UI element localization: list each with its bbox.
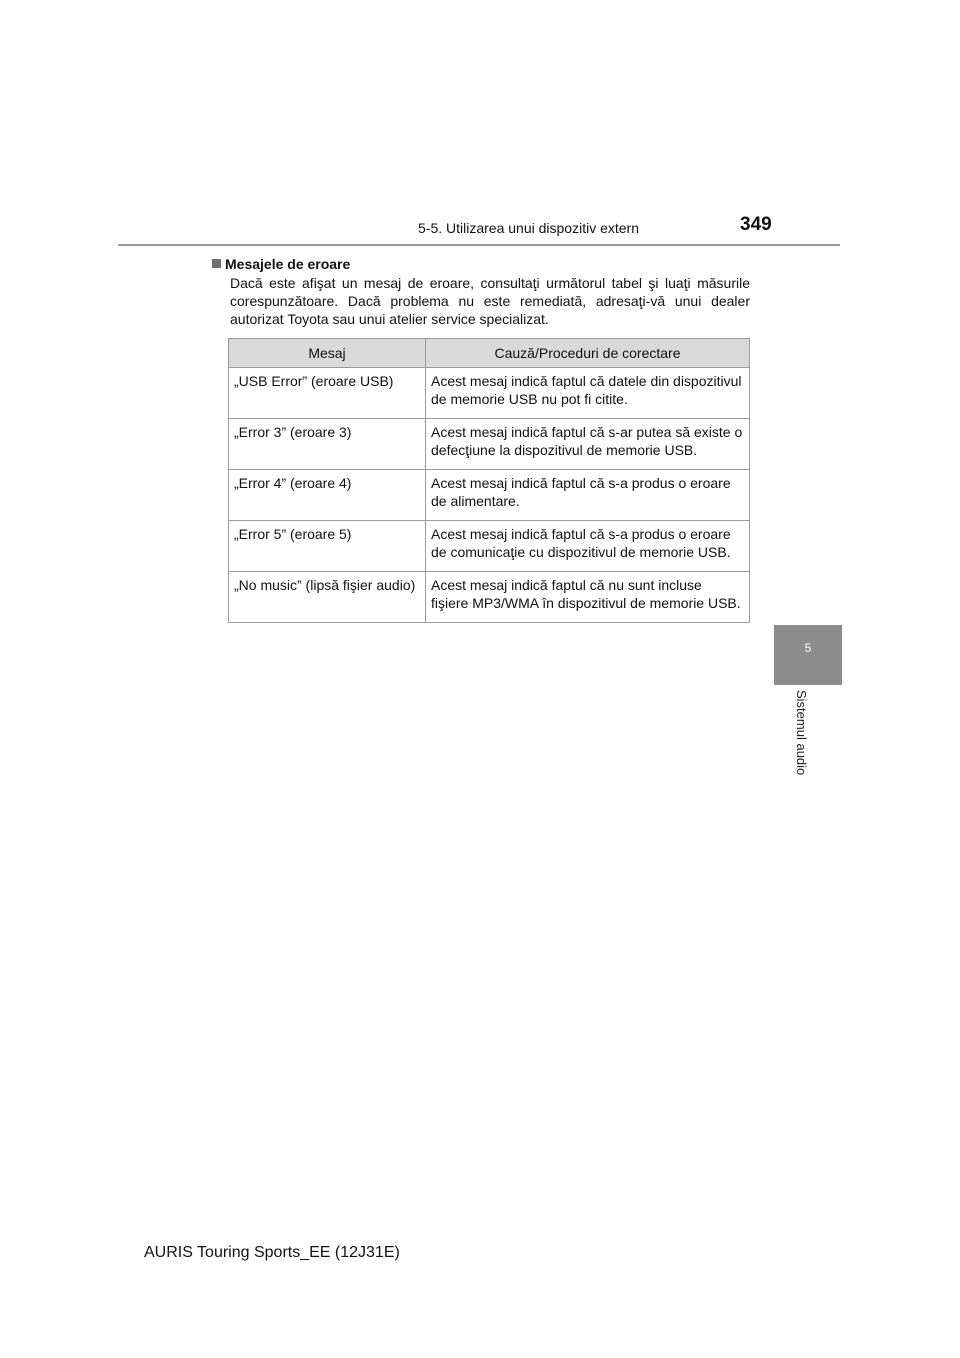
square-bullet-icon: [212, 259, 221, 268]
chapter-tab: [774, 625, 842, 685]
table-row: [229, 470, 750, 521]
page-number: 349: [740, 214, 772, 235]
chapter-number: 5: [804, 641, 812, 655]
chapter-label: Sistemul audio: [794, 690, 809, 776]
cause-cell: Acest mesaj indică faptul că nu sunt incluse fişiere MP3/WMA în dispozitivul de memorie USB.: [426, 572, 750, 623]
message-cell: „Error 4” (eroare 4): [229, 470, 426, 521]
message-cell: „USB Error” (eroare USB): [229, 368, 426, 419]
cause-cell: Acest mesaj indică faptul că s-a produs o eroare de alimentare.: [426, 470, 750, 521]
column-header-cause: Cauză/Proceduri de corectare: [426, 339, 750, 368]
footer-model-code: AURIS Touring Sports_EE (12J31E): [144, 1244, 400, 1261]
section-heading: [212, 256, 350, 272]
message-cell: „Error 5” (eroare 5): [229, 521, 426, 572]
message-cell: „Error 3” (eroare 3): [229, 419, 426, 470]
message-cell: „No music” (lipsă fişier audio): [229, 572, 426, 623]
table-header-row: [229, 339, 750, 368]
intro-paragraph: Dacă este afişat un mesaj de eroare, consultaţi următorul tabel şi luaţi măsurile corespunzătoare. Dacă problema nu este remediată, adresaţi-vă unui dealer autorizat Toyota sau unui atelier service specializat.: [230, 275, 750, 327]
table-row: [229, 572, 750, 623]
error-messages-table: [228, 338, 750, 623]
cause-cell: Acest mesaj indică faptul că s-a produs o eroare de comunicaţie cu dispozitivul de memorie USB.: [426, 521, 750, 572]
column-header-message: Mesaj: [229, 339, 426, 368]
header-divider: [118, 244, 840, 246]
section-heading-text: Mesajele de eroare: [225, 256, 351, 272]
table-row: [229, 521, 750, 572]
cause-cell: Acest mesaj indică faptul că s-ar putea să existe o defecţiune la dispozitivul de memorie USB.: [426, 419, 750, 470]
section-title: 5-5. Utilizarea unui dispozitiv extern: [418, 220, 639, 236]
table-row: [229, 368, 750, 419]
table-row: [229, 419, 750, 470]
cause-cell: Acest mesaj indică faptul că datele din dispozitivul de memorie USB nu pot fi citite.: [426, 368, 750, 419]
